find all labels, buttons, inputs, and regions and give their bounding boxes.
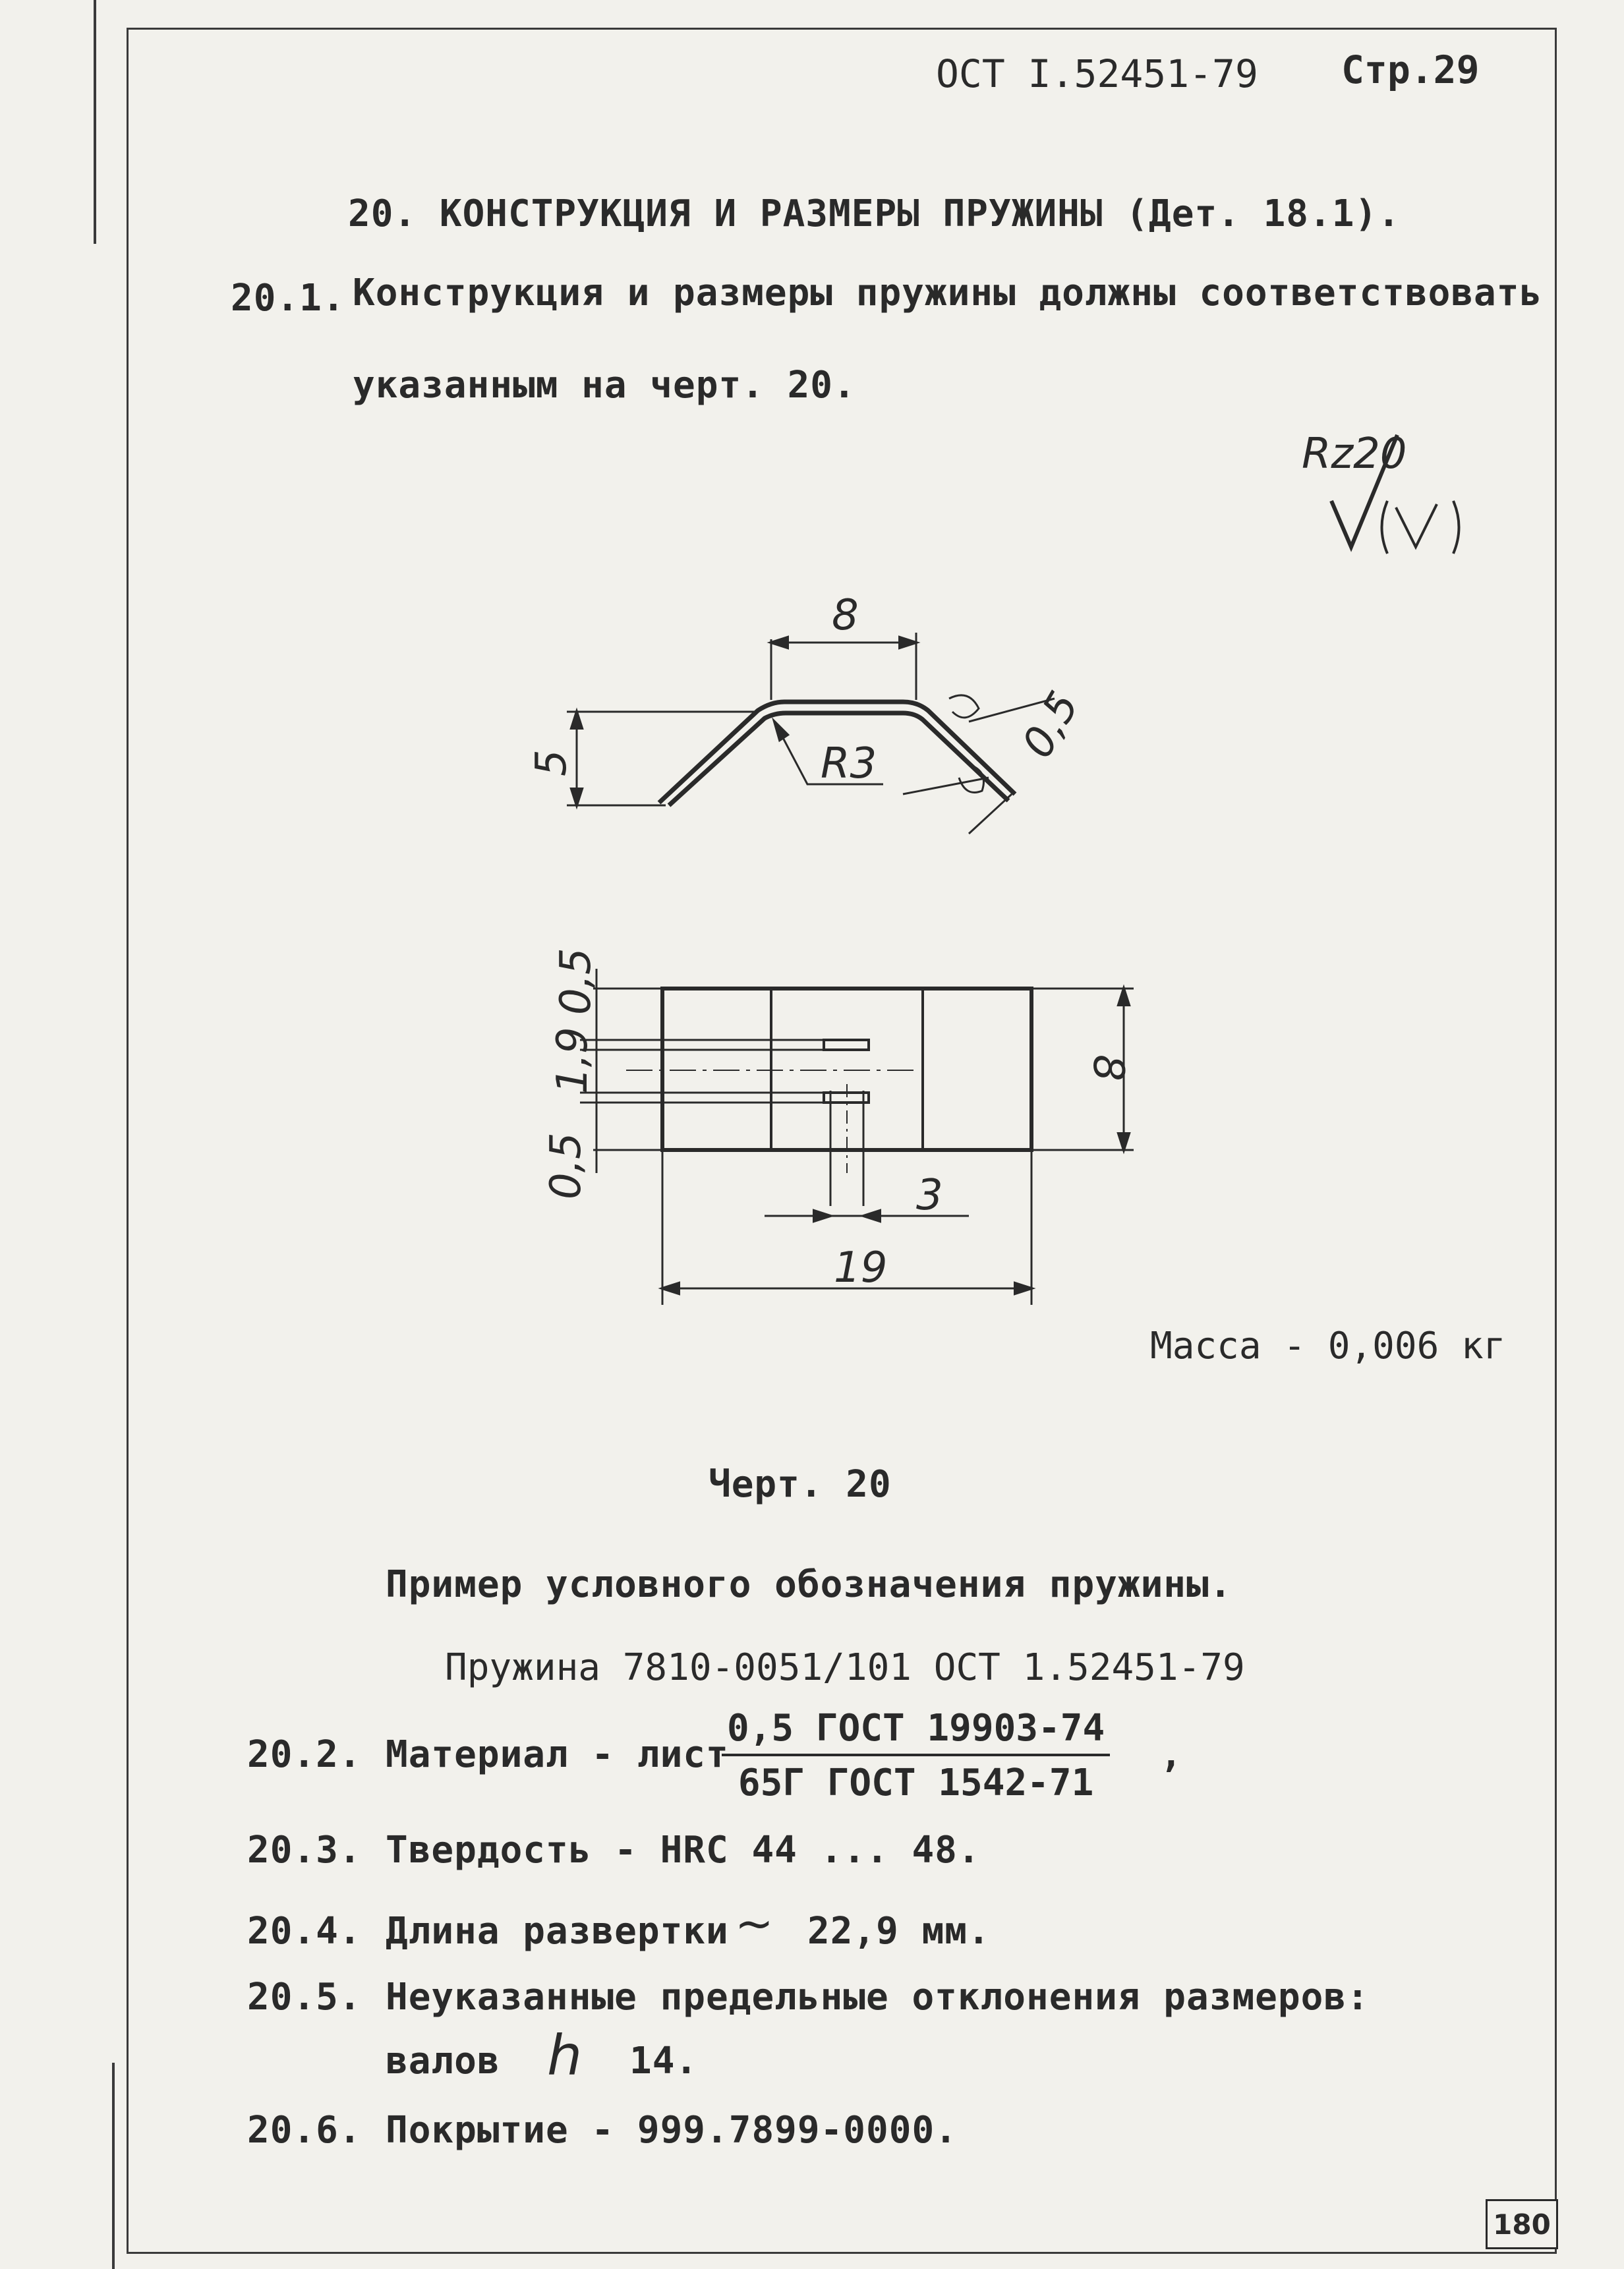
item-number: 20.3. [247, 1829, 362, 1872]
example-designation: Пружина 7810-0051/101 ОСТ 1.52451-79 [445, 1646, 1245, 1689]
roughness-label: Rz20 [1302, 430, 1407, 478]
material-grade: 65Г ГОСТ 1542-71 [738, 1762, 1094, 1804]
paragraph-number: 20.1. [231, 277, 345, 320]
material-thickness: 0,5 ГОСТ 19903-74 [722, 1707, 1110, 1756]
page-number: Стр.29 [1341, 47, 1480, 92]
dim-length: 19 [834, 1244, 888, 1292]
dim-side-bottom: 0,5 [542, 1132, 591, 1199]
item-tail: , [1160, 1733, 1183, 1776]
dim-top-width: 8 [832, 591, 859, 640]
tilde-symbol: ~ [735, 1897, 774, 1951]
paragraph-text: Конструкция и размеры пружины должны соответствовать [353, 272, 1543, 314]
tolerance-h: h [547, 2023, 583, 2088]
item-text: Неуказанные предельные отклонения размеров: [386, 1976, 1370, 2019]
dim-radius: R3 [821, 739, 877, 788]
sheet-number-stamp: 180 [1486, 2199, 1558, 2249]
material-fraction [722, 1707, 1110, 1804]
section-title: 20. КОНСТРУКЦИЯ И РАЗМЕРЫ ПРУЖИНЫ (Дет. 18.1). [348, 192, 1401, 235]
dim-side-mid: 1,9 [548, 1027, 597, 1094]
item-text: Длина развертки [386, 1910, 729, 1953]
item-number: 20.4. [247, 1910, 362, 1953]
item-tail: 22,9 мм. [807, 1910, 991, 1953]
example-heading: Пример условного обозначения пружины. [386, 1563, 1232, 1606]
dim-height: 5 [527, 749, 576, 776]
item-line2-value: 14. [629, 2040, 699, 2082]
item-number: 20.5. [247, 1976, 362, 2019]
figure-caption: Черт. 20 [709, 1463, 892, 1506]
mass-note: Масса - 0,006 кг [1150, 1325, 1506, 1367]
item-number: 20.6. [247, 2109, 362, 2152]
dim-slot: 3 [916, 1171, 943, 1220]
item-text: Твердость - HRC 44 ... 48. [386, 1829, 981, 1872]
dim-thickness: 0,5 [1013, 683, 1089, 766]
item-line2: валов [386, 2040, 500, 2082]
item-text: Покрытие - 999.7899-0000. [386, 2109, 958, 2152]
paragraph-text: указанным на черт. 20. [353, 364, 856, 407]
spring-plan-view [626, 989, 1031, 1206]
item-text: Материал - лист [386, 1733, 729, 1776]
standard-number: ОСТ І.52451-79 [936, 51, 1258, 96]
item-number: 20.2. [247, 1733, 362, 1776]
dim-width-right: 8 [1084, 1054, 1132, 1081]
dim-side-top: 0,5 [552, 948, 600, 1015]
